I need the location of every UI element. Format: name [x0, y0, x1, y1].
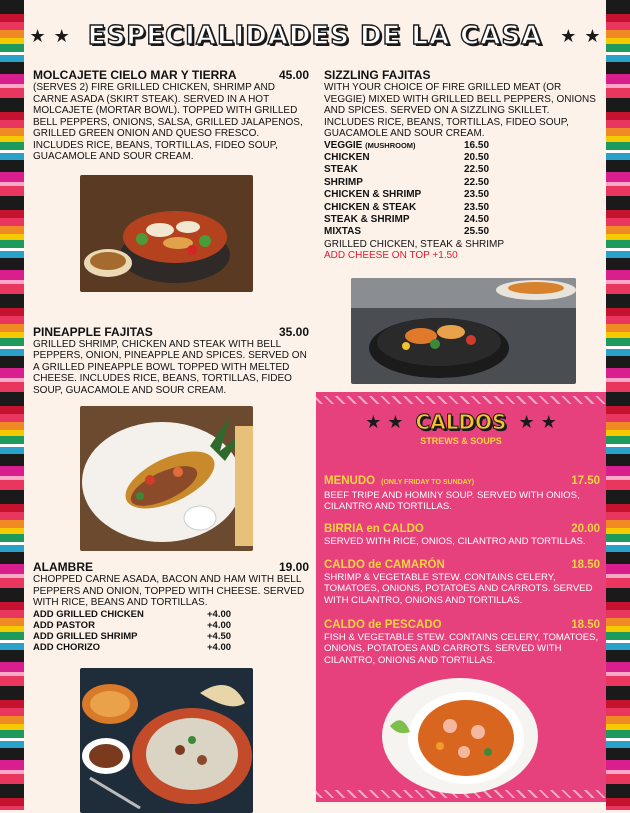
pineapple-heading: [33, 325, 309, 339]
serape-stripe-left: [0, 0, 24, 810]
price-row: SHRIMP 22.50: [324, 176, 490, 188]
dish-name: SIZZLING FAJITAS: [324, 68, 431, 82]
dish-description: SERVED WITH RICE, ONIOS, CILANTRO AND TORTILLAS.: [324, 536, 586, 547]
page-header: [24, 14, 606, 58]
price-row: STEAK & SHRIMP 24.50: [324, 213, 490, 225]
price-row: VEGGIE (MUSHROOM) 16.50: [324, 139, 490, 151]
dish-price: 19.00: [278, 560, 309, 574]
dish-description: BEEF TRIPE AND HOMINY SOUP. SERVED WITH ONIOS, CILANTRO AND TORTILLAS.: [324, 490, 580, 513]
alambre-heading: [33, 560, 309, 574]
soup-photo: [380, 674, 540, 796]
price-row: STEAK 22.50: [324, 164, 490, 176]
addon-list: [33, 609, 309, 654]
dish-description: SHRIMP & VEGETABLE STEW. CONTAINS CELERY, TOMATOES, ONIONS, POTATOES AND CARROTS. SERVED WITH CILANTRO, ONIONS AND TORTILLAS.: [324, 572, 593, 606]
star-icon: ★: [387, 412, 404, 432]
addon-row: ADD CHORIZO +4.00: [33, 642, 232, 654]
caldos-subtitle: STREWS & SOUPS: [420, 436, 502, 446]
dish-description: GRILLED SHRIMP, CHICKEN AND STEAK WITH BELL PEPPERS, ONION, PINEAPPLE AND SPICES. SERVED ON A GRILLED PINEAPPLE BOWL TOPPED WITH MELTED CHEESE. INCLUDES RICE, BEANS, TORTILLAS, FIDEO SOUP, GUACAMOLE AND SOUR CREAM.: [33, 338, 307, 396]
price-row: CHICKEN & STEAK 23.50: [324, 201, 490, 213]
zigzag-border-top: [316, 396, 606, 404]
price-row: CHICKEN & SHRIMP 23.50: [324, 189, 490, 201]
star-icon: ★: [584, 26, 601, 46]
page-title: ESPECIALIDADES DE LA CASA: [87, 21, 543, 51]
dish-name: PINEAPPLE FAJITAS: [33, 324, 153, 339]
camaron-item: CALDO de CAMARÓN 18.50 SHRIMP & VEGETABLE STEW. CONTAINS CELERY, TOMATOES, ONIONS, POTATOES AND CARROTS. SERVED WITH CILANTRO, ONIONS AND TORTILLAS.: [324, 559, 600, 606]
price-row: CHICKEN 20.50: [324, 151, 490, 163]
fajitas-price-list: [324, 140, 602, 239]
dish-description: (SERVES 2) FIRE GRILLED CHICKEN, SHRIMP AND CARNE ASADA (SKIRT STEAK). SERVED IN A HOT MOLCAJETE (MORTAR BOWL). TOPPED WITH GRILLED BELL PEPPERS, ONIONS, SALSA, GRILLED JALAPENOS, GRILLED GREEN ONION AND QUESO FRESCO. INCLUDES RICE, BEANS, TORTILLAS, FIDEO SOUP, GUACAMOLE AND SOUR CREAM.: [33, 82, 303, 162]
dish-name: MOLCAJETE CIELO MAR Y TIERRA: [33, 68, 237, 82]
right-column: [324, 68, 602, 384]
caldos-panel: [316, 392, 606, 802]
price-row: MIXTAS 25.50: [324, 226, 490, 238]
addon-row: ADD GRILLED SHRIMP +4.50: [33, 631, 232, 643]
dish-description: WITH YOUR CHOICE OF FIRE GRILLED MEAT (OR VEGGIE) MIXED WITH GRILLED BELL PEPPERS, ONIONS AND SPICES. SERVED ON A SIZZLING SKILLET. INCLUDES RICE, BEANS, TORTILLAS, FIDEO SOUP, GUACAMOLE AND SOUR CREAM.: [324, 82, 596, 139]
star-icon: ★: [53, 26, 70, 46]
dish-name: ALAMBRE: [33, 560, 93, 574]
star-icon: ★: [365, 412, 382, 432]
caldos-title: CALDOS: [415, 410, 507, 434]
dish-description: FISH & VEGETABLE STEW. CONTAINS CELERY, TOMATOES, ONIONS, POTATOES AND CARROTS. SERVED WITH CILANTRO, ONIONS AND TORTILLAS.: [324, 632, 599, 666]
star-icon: ★: [540, 412, 557, 432]
star-icon: ★: [29, 26, 46, 46]
molcajete-photo: [80, 175, 253, 292]
addon-row: ADD GRILLED CHICKEN +4.00: [33, 608, 232, 620]
birria-item: BIRRIA en CALDO 20.00 SERVED WITH RICE, ONIOS, CILANTRO AND TORTILLAS.: [324, 523, 600, 547]
serape-stripe-right: [606, 0, 630, 810]
cheese-addon-note: ADD CHEESE ON TOP +1.50: [324, 250, 458, 262]
dish-price: 35.00: [278, 324, 309, 339]
star-icon: ★: [518, 412, 535, 432]
fajitas-photo: [351, 278, 576, 384]
pescado-item: CALDO de PESCADO 18.50 FISH & VEGETABLE STEW. CONTAINS CELERY, TOMATOES, ONIONS, POTATOES AND CARROTS. SERVED WITH CILANTRO, ONIONS AND TORTILLAS.: [324, 619, 600, 666]
left-column: [33, 68, 309, 813]
caldos-heading: [316, 410, 606, 434]
molcajete-heading: [33, 68, 309, 82]
menudo-item: MENUDO (ONLY FRIDAY TO SUNDAY) 17.50 BEEF TRIPE AND HOMINY SOUP. SERVED WITH ONIOS, CILANTRO AND TORTILLAS.: [324, 475, 600, 513]
addon-row: ADD PASTOR +4.00: [33, 619, 232, 631]
dish-price: 45.00: [278, 68, 309, 82]
pineapple-photo: [80, 406, 253, 551]
fajitas-heading: [324, 68, 602, 82]
dish-description: CHOPPED CARNE ASADA, BACON AND HAM WITH BELL PEPPERS AND ONION, TOPPED WITH CHEESE. SERVED WITH RICE, BEANS AND TORTILLAS.: [33, 574, 305, 608]
mixtas-note: GRILLED CHICKEN, STEAK & SHRIMP: [324, 238, 505, 250]
star-icon: ★: [560, 26, 577, 46]
alambre-photo: [80, 668, 253, 813]
